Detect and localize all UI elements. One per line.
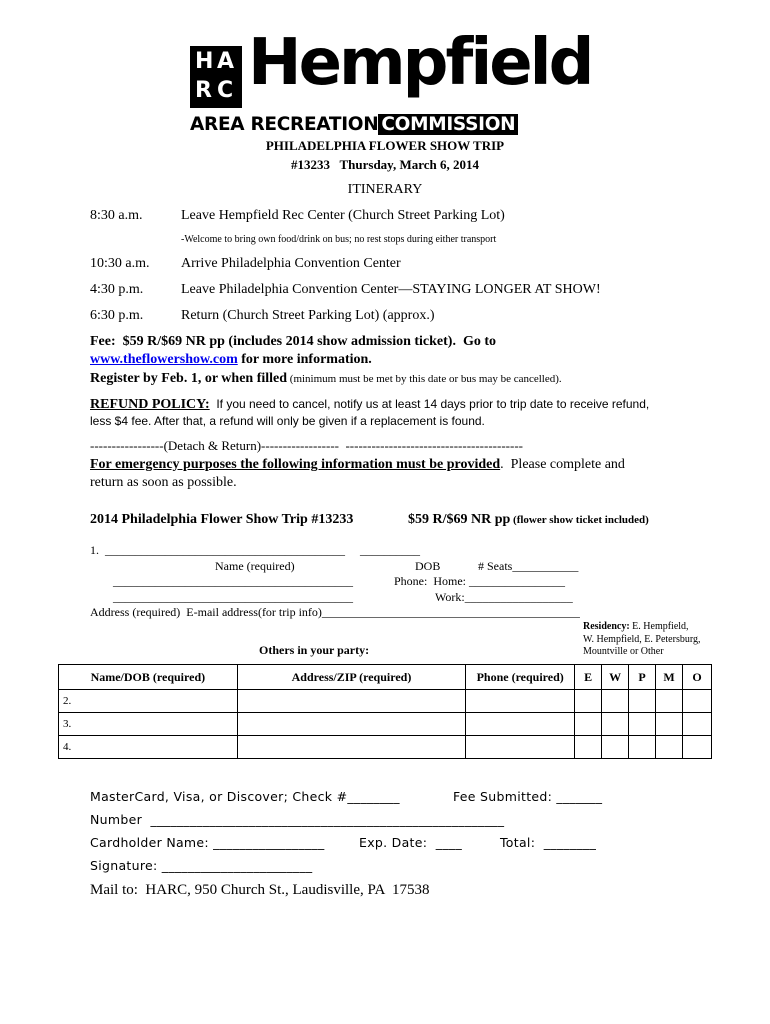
logo-letter: A [217, 49, 235, 74]
refund-text: If you need to cancel, notify us at least 14 days prior to trip date to receive refund, [209, 397, 650, 411]
table-cell[interactable] [575, 690, 602, 713]
table-cell[interactable] [656, 736, 683, 759]
refund-policy [90, 397, 649, 413]
register-line [90, 371, 562, 387]
table-cell[interactable] [466, 690, 575, 713]
itinerary-text: Leave Philadelphia Convention Center—STAYING LONGER AT SHOW! [181, 282, 601, 297]
table-cell[interactable] [237, 713, 466, 736]
payment-method-field[interactable]: MasterCard, Visa, or Discover; Check #________ [90, 789, 400, 804]
row-number[interactable]: 3. [59, 713, 238, 736]
residency-note [583, 621, 700, 659]
column-header: Address/ZIP (required) [237, 665, 466, 690]
work-phone-field[interactable]: Work:__________________ [435, 590, 573, 604]
seats-field[interactable]: # Seats___________ [478, 559, 579, 573]
form-price [408, 512, 649, 528]
table-cell[interactable] [629, 736, 656, 759]
table-header-row [59, 665, 712, 690]
table-cell[interactable] [682, 736, 711, 759]
table-cell[interactable] [602, 736, 629, 759]
table-cell[interactable] [575, 736, 602, 759]
itinerary-time: 10:30 a.m. [90, 256, 150, 271]
itinerary-heading: ITINERARY [347, 182, 423, 197]
card-number-field[interactable]: Number ______________________________________________________ [90, 812, 505, 827]
emergency-text-2: return as soon as possible. [90, 475, 237, 490]
column-header: W [602, 665, 629, 690]
logo-subtitle-right: COMMISSION [378, 114, 518, 135]
fee-submitted-field[interactable]: Fee Submitted: _______ [453, 789, 603, 804]
cardholder-name-field[interactable]: Cardholder Name: _________________ [90, 835, 325, 850]
itinerary-time: 4:30 p.m. [90, 282, 144, 297]
name-dob-line[interactable]: 1. ________________________________________ __________ [90, 543, 420, 557]
others-in-party-label: Others in your party: [259, 643, 370, 657]
residency-text: E. Hempfield, [629, 621, 689, 632]
residency-text: W. Hempfield, E. Petersburg, [583, 633, 701, 645]
column-header: E [575, 665, 602, 690]
itinerary-time: 6:30 p.m. [90, 308, 144, 323]
residency-text: Mountville or Other [583, 646, 664, 657]
signature-field[interactable]: Signature: _______________________ [90, 858, 313, 873]
table-cell[interactable] [237, 690, 466, 713]
row-number[interactable]: 4. [59, 736, 238, 759]
table-row [59, 713, 712, 736]
dob-label: DOB [415, 559, 441, 573]
table-cell[interactable] [656, 690, 683, 713]
residency-label: Residency: [583, 621, 630, 632]
fee-line: Fee: $59 R/$69 NR pp (includes 2014 show admission ticket). Go to [90, 334, 497, 349]
home-phone-field[interactable]: Phone: Home: ________________ [394, 574, 565, 588]
flower-show-link[interactable]: www.theflowershow.com [90, 352, 238, 367]
logo-wordmark: Hempfield [248, 26, 592, 100]
table-cell[interactable] [466, 736, 575, 759]
table-cell[interactable] [656, 713, 683, 736]
mail-to-address: Mail to: HARC, 950 Church St., Laudisville, PA 17538 [90, 882, 430, 898]
logo-subtitle-left: AREA RECREATION [190, 114, 379, 135]
form-trip-title: 2014 Philadelphia Flower Show Trip #13233 [90, 512, 354, 527]
table-cell[interactable] [629, 690, 656, 713]
expiration-date-field[interactable]: Exp. Date: ____ [359, 835, 463, 850]
table-row [59, 736, 712, 759]
address-email-field[interactable]: Address (required) E-mail address(for trip info)___________________________________________ [90, 605, 580, 619]
blank-line[interactable]: ________________________________________ [113, 590, 353, 604]
row-number[interactable]: 2. [59, 690, 238, 713]
column-header: Name/DOB (required) [59, 665, 238, 690]
fee-link-line [90, 352, 372, 368]
price: $59 R/$69 NR pp [408, 512, 511, 527]
price-note: (flower show ticket included) [510, 514, 649, 526]
refund-label: REFUND POLICY: [90, 397, 210, 412]
table-cell[interactable] [602, 713, 629, 736]
table-cell[interactable] [602, 690, 629, 713]
blank-line[interactable]: ________________________________________ [113, 574, 353, 588]
table-cell[interactable] [466, 713, 575, 736]
register-deadline: Register by Feb. 1, or when filled [90, 371, 288, 386]
table-cell[interactable] [629, 713, 656, 736]
table-cell[interactable] [575, 713, 602, 736]
trip-date: #13233 Thursday, March 6, 2014 [290, 157, 480, 172]
register-note: (minimum must be met by this date or bus may be cancelled). [287, 373, 562, 385]
itinerary-text: Arrive Philadelphia Convention Center [181, 256, 401, 271]
column-header: M [656, 665, 683, 690]
itinerary-note: -Welcome to bring own food/drink on bus; no rest stops during either transport [181, 234, 497, 245]
total-field[interactable]: Total: ________ [500, 835, 597, 850]
column-header: P [629, 665, 656, 690]
harc-logo-box [190, 46, 242, 108]
table-cell[interactable] [237, 736, 466, 759]
column-header: Phone (required) [466, 665, 575, 690]
table-row [59, 690, 712, 713]
name-label: Name (required) [215, 559, 295, 573]
itinerary-text: Return (Church Street Parking Lot) (approx.) [181, 308, 435, 323]
detach-line: -----------------(Detach & Return)------------------ ----------------------------------------- [90, 438, 523, 453]
itinerary-time: 8:30 a.m. [90, 208, 143, 223]
logo-subtitle [190, 114, 518, 135]
logo-letter: R [195, 78, 212, 103]
logo-letter: H [195, 49, 214, 74]
logo-letter: C [217, 78, 234, 103]
emergency-text: . Please complete and [500, 457, 625, 472]
page-title: PHILADELPHIA FLOWER SHOW TRIP [265, 138, 505, 153]
table-cell[interactable] [682, 713, 711, 736]
emergency-label: For emergency purposes the following information must be provided [90, 457, 501, 472]
fee-more-info: for more information. [237, 352, 372, 367]
column-header: O [682, 665, 711, 690]
refund-text-2: less $4 fee. After that, a refund will only be given if a replacement is found. [90, 414, 485, 428]
table-cell[interactable] [682, 690, 711, 713]
emergency-line [90, 457, 625, 473]
party-table [58, 664, 712, 759]
itinerary-text: Leave Hempfield Rec Center (Church Street Parking Lot) [181, 208, 505, 223]
